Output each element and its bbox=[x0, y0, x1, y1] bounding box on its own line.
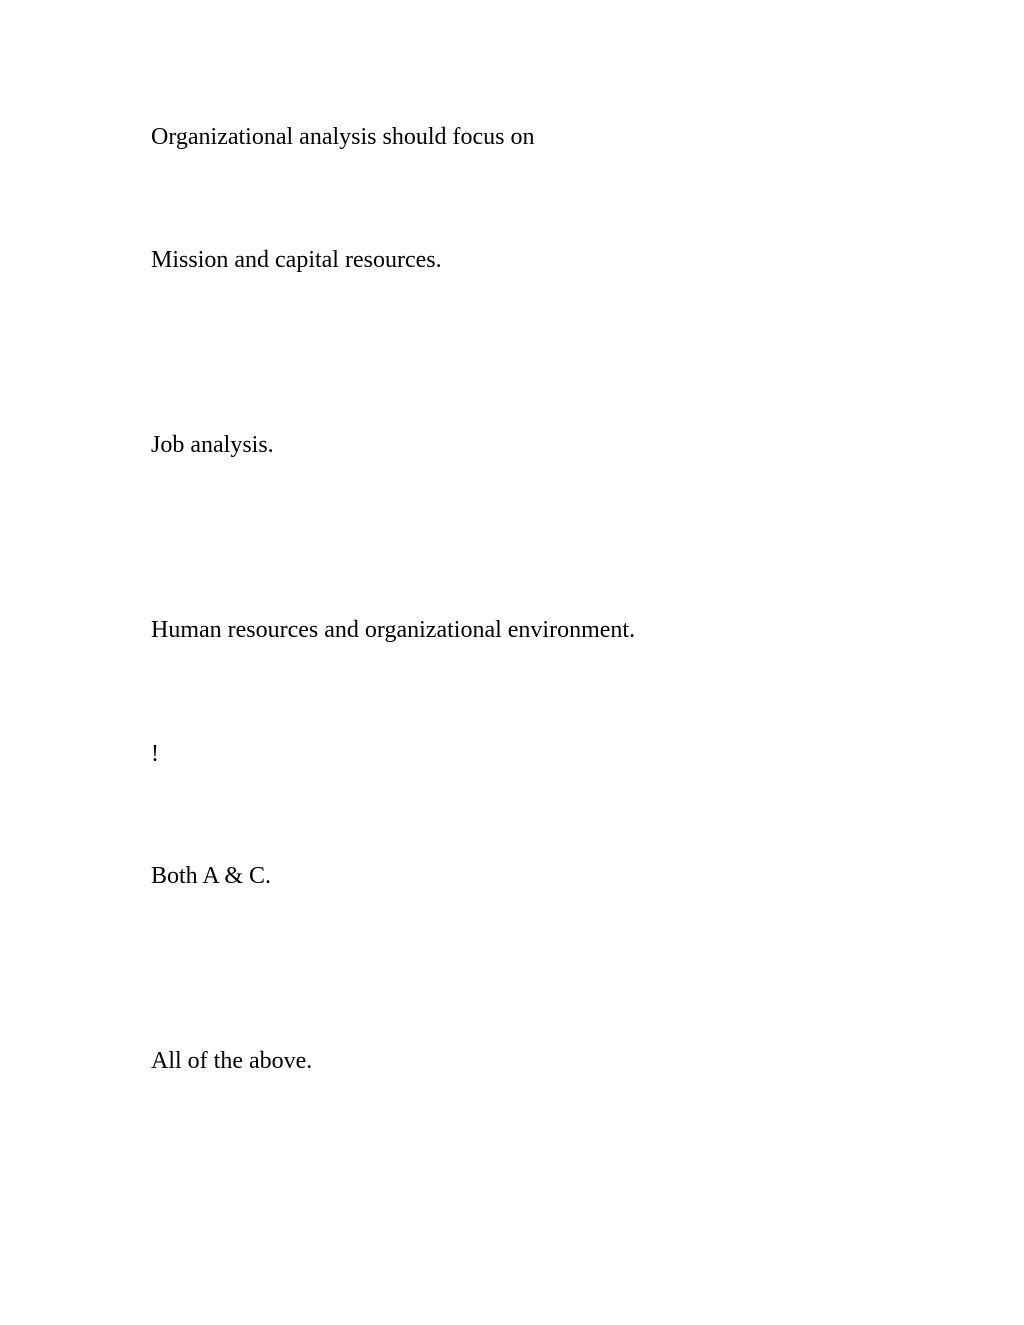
question-prompt: Organizational analysis should focus on bbox=[151, 124, 535, 150]
answer-option-b: Job analysis. bbox=[151, 432, 274, 458]
answer-option-d: Both A & C. bbox=[151, 863, 272, 889]
answer-option-a: Mission and capital resources. bbox=[151, 247, 442, 273]
answer-option-c: Human resources and organizational environment. bbox=[151, 617, 636, 643]
stray-mark: ! bbox=[151, 741, 159, 767]
answer-option-e: All of the above. bbox=[151, 1048, 313, 1074]
